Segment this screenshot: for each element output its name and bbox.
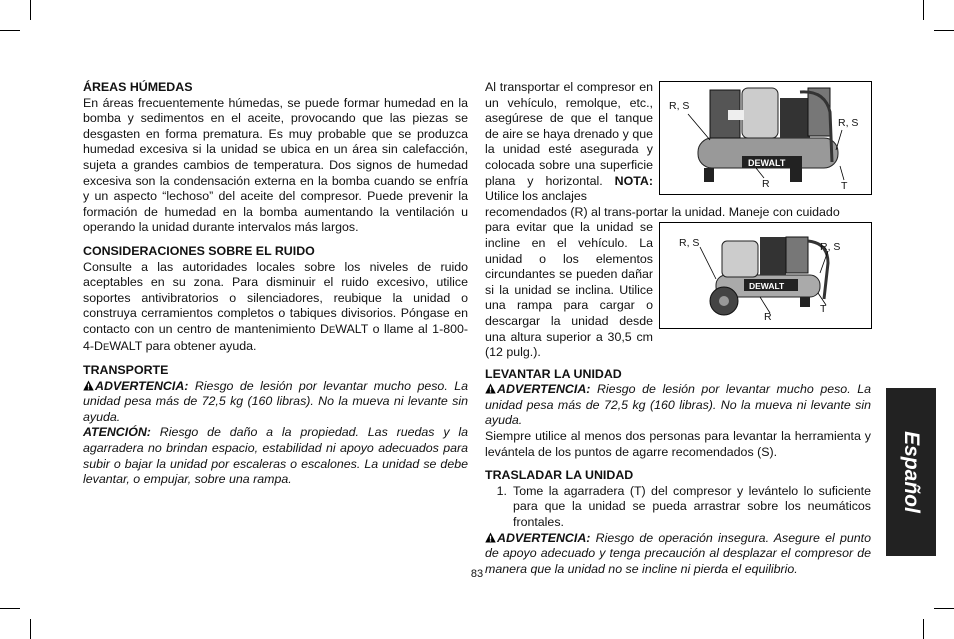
- paragraph-ruido: Consulte a las autoridades locales sobre los niveles de ruido aceptables en su zona. Para disminuir el ruido excesivo, utilice soportes antivibratorios o silenciadores, reubique la unidad o construya cerramientos completos o tabiques divisorios. Póngase en contacto con un centro de mantenimiento DEWALT o llame al 1-800-4-DEWALT para obtener ayuda.: [83, 259, 468, 353]
- crop-mark: [934, 30, 954, 31]
- crop-mark: [0, 30, 20, 31]
- paragraph-areas-humedas: En áreas frecuentemente húmedas, se puede formar humedad en la bomba y sedimentos en el aceite, provocando que las piezas se desgasten en forma prematura. Es muy probable que se produzca humedad excesiva si la unidad se ubica en un área sin calefacción, sujeta a grandes cambios de temperatura. Dos signos de humedad excesiva son la condensación externa en la bomba cuando se enfría y un aspecto “lechoso” del aceite del compresor. Puede prevenir la formación de humedad en la bomba aumentando la ventilación u operando la unidad durante intervalos más largos.: [83, 95, 468, 235]
- warning-triangle-icon: [83, 380, 94, 391]
- crop-mark: [923, 619, 924, 639]
- figure-compressor-2: [659, 222, 872, 329]
- crop-mark: [934, 608, 954, 609]
- warning-triangle-icon: [485, 383, 496, 394]
- warning-transporte: ADVERTENCIA: Riesgo de lesión por levantar mucho peso. La unidad pesa más de 72,5 kg (160 libras). No la mueva ni levante sin ayuda.: [83, 378, 468, 424]
- crop-mark: [0, 608, 20, 609]
- label-r: R: [762, 178, 770, 190]
- page-number: 83: [470, 568, 484, 580]
- paragraph-nota-full-line: recomendados (R) al trans-portar la unidad. Maneje con cuidado: [485, 204, 840, 219]
- paragraph-transporte-vehiculo: Al transportar el compresor en un vehículo, remolque, etc., asegúrese de que el tanque de aire se haya drenado y que la unidad esté asegurada y colocada sobre una superficie plana y horizontal. NOTA: Utilice los anclajes: [485, 80, 653, 204]
- crop-mark: [30, 0, 31, 20]
- brand-logo: DEWALT: [749, 281, 785, 291]
- warning-levantar: ADVERTENCIA: Riesgo de lesión por levantar mucho peso. La unidad pesa más de 72,5 kg (160 libras). No la mueva ni levante sin ayuda.: [485, 382, 871, 428]
- figure-compressor-1: [659, 81, 872, 195]
- label-t: T: [841, 180, 848, 192]
- label-r: R: [764, 311, 772, 323]
- label-rs-right: R, S: [838, 117, 859, 129]
- left-column: [83, 80, 468, 488]
- crop-mark: [30, 619, 31, 639]
- warning-trasladar: ADVERTENCIA: Riesgo de operación insegura. Asegure el punto de apoyo adecuado y tenga precaución al desplazar el compresor de manera que la unidad no se incline ni pierda el equilibrio.: [485, 530, 871, 576]
- brand-logo: DEWALT: [748, 158, 786, 168]
- paragraph-transporte-continuacion: para evitar que la unidad se incline en el vehículo. La unidad o los elementos circundantes se pueden dañar si la unidad se inclina. Utilice una rampa para cargar o descargar la unidad desde una altura superior a 30,5 cm (12 pulg.).: [485, 220, 653, 360]
- language-tab: [886, 388, 936, 556]
- section-title-areas-humedas: ÁREAS HÚMEDAS: [83, 80, 193, 94]
- language-tab-label: Español: [900, 431, 923, 513]
- label-rs-right: R, S: [820, 241, 841, 253]
- warning-triangle-icon: [485, 532, 496, 543]
- section-title-trasladar: TRASLADAR LA UNIDAD: [485, 468, 634, 483]
- list-item: 1. Tome la agarradera (T) del compresor y levántelo lo suficiente para que la unidad se pueda arrastrar sobre los neumáticos frontales.: [496, 483, 871, 530]
- caution-transporte: ATENCIÓN: Riesgo de daño a la propiedad. Las ruedas y la agarradera no brindan espacio, estabilidad ni apoyo adecuados para subir o bajar la unidad por escaleras o escalones. La unidad se debe levantar, o empujar, sobre una rampa.: [83, 425, 468, 487]
- label-rs-left: R, S: [669, 100, 690, 112]
- label-t: T: [820, 303, 827, 315]
- crop-mark: [923, 0, 924, 20]
- paragraph-levantar: Siempre utilice al menos dos personas para levantar la herramienta y levántela de los puntos de agarre recomendados (S).: [485, 429, 871, 459]
- section-title-transporte: TRANSPORTE: [83, 363, 169, 378]
- section-title-levantar: LEVANTAR LA UNIDAD: [485, 366, 622, 381]
- section-title-ruido: CONSIDERACIONES SOBRE EL RUIDO: [83, 243, 315, 258]
- label-rs-left: R, S: [679, 237, 700, 249]
